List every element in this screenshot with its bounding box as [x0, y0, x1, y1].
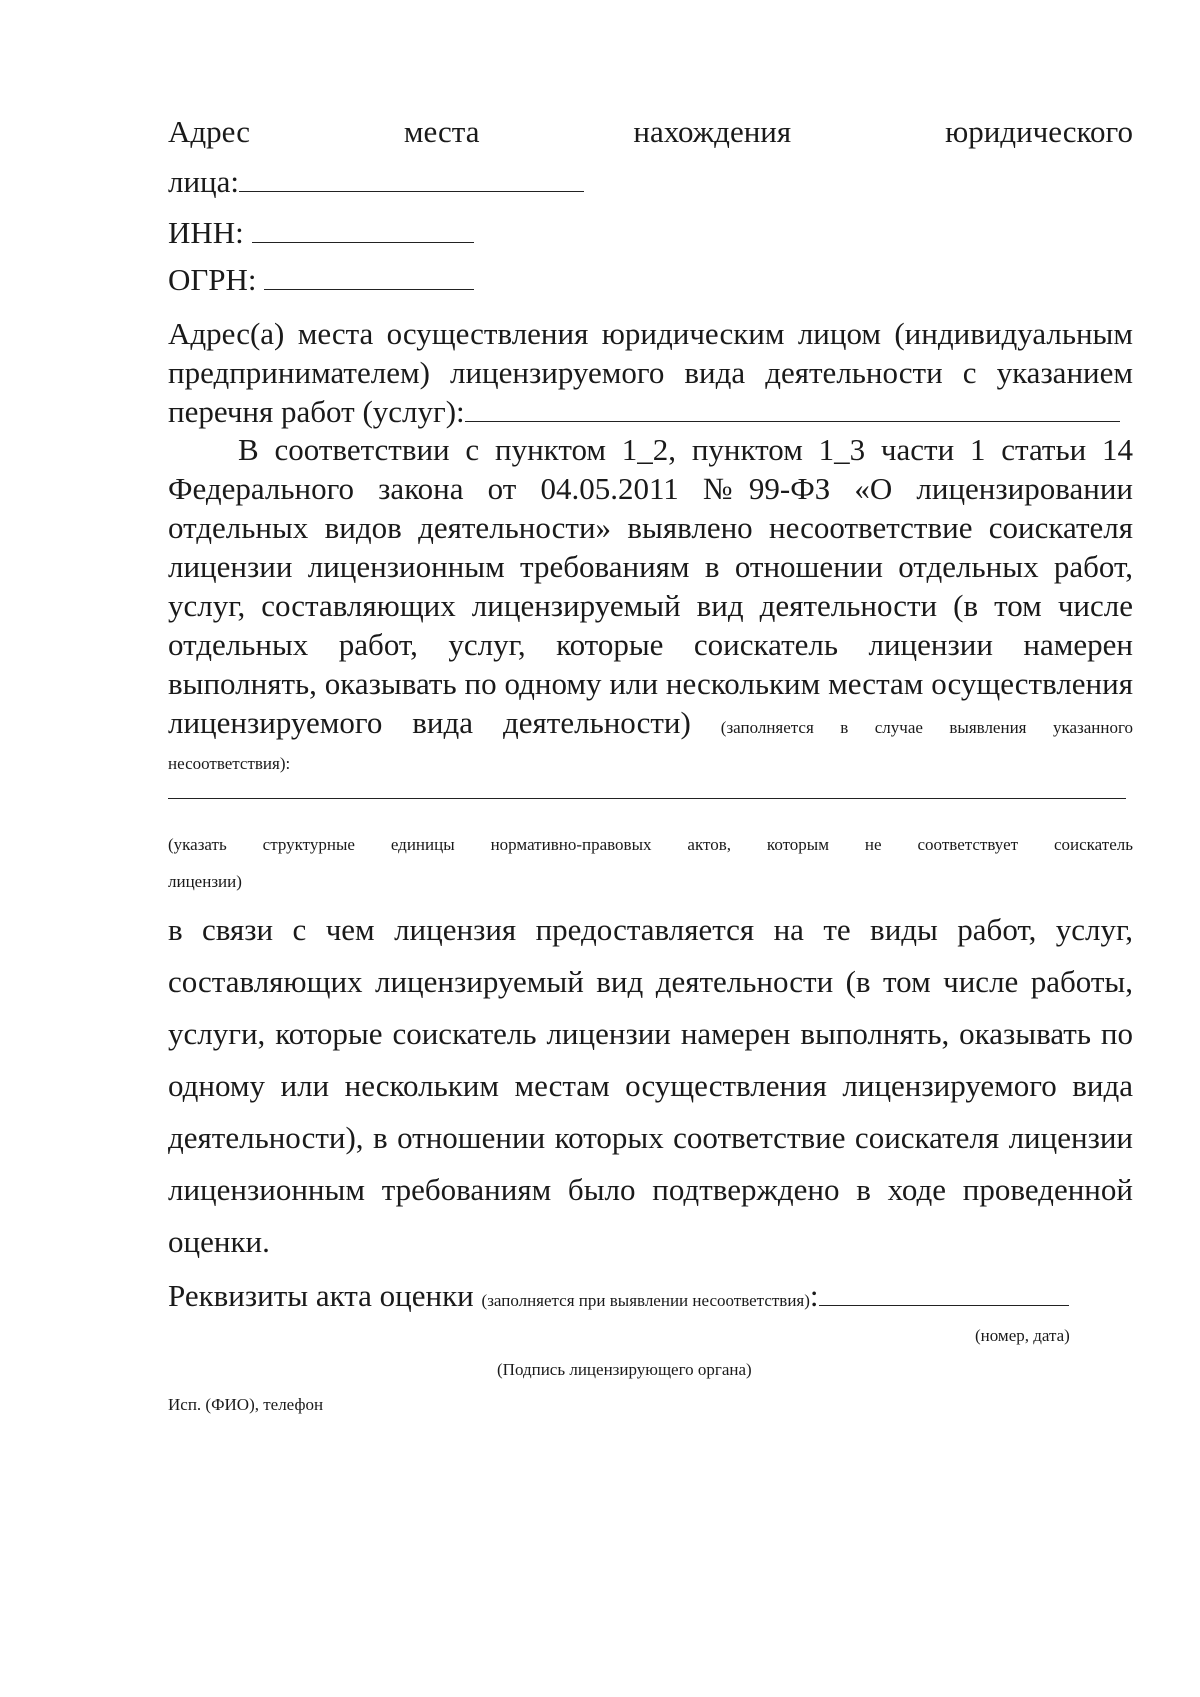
nonconformity-line7: выполнять, оказывать по одному или нескольким местам осуществления	[168, 666, 1133, 701]
inn-label: ИНН:	[168, 215, 244, 250]
activity-address-blank-field[interactable]	[465, 420, 1120, 422]
activity-address-block	[168, 314, 1133, 431]
acts-note-line2: лицензии)	[168, 872, 242, 891]
license-granted-line7: оценки.	[168, 1224, 270, 1259]
nonconformity-block	[168, 430, 1133, 781]
activity-address-line1: Адрес(а) места осуществления юридическим лицом (индивидуальным	[168, 316, 1133, 351]
nonconformity-line8-main: лицензируемого вида деятельности)	[168, 705, 691, 740]
ogrn-label: ОГРН:	[168, 262, 257, 297]
nonconformity-line3: отдельных видов деятельности» выявлено несоответствие соискателя	[168, 510, 1133, 545]
address-word-3: нахождения	[633, 114, 792, 149]
activity-address-line2: предпринимателем) лицензируемого вида деятельности с указанием	[168, 355, 1133, 390]
assessment-act-label: Реквизиты акта оценки	[168, 1278, 474, 1313]
ogrn-blank-field[interactable]	[264, 288, 474, 290]
nonconformity-line4: лицензии лицензионным требованиям в отношении отдельных работ,	[168, 549, 1133, 584]
activity-address-line3: перечня работ (услуг):	[168, 394, 465, 429]
assessment-act-note: (заполняется при выявлении несоответствия)	[481, 1291, 810, 1310]
address-label-lica: лица:	[168, 164, 240, 199]
nonconformity-line5: услуг, составляющих лицензируемый вид деятельности (в том числе	[168, 588, 1133, 623]
assessment-act-caption: (номер, дата)	[975, 1326, 1070, 1345]
inn-blank-field[interactable]	[252, 241, 474, 243]
address-label-line2	[168, 162, 1133, 201]
nonconformity-line9: несоответствия):	[168, 754, 291, 773]
assessment-act-colon: :	[809, 1278, 819, 1313]
address-label-line1	[168, 112, 1133, 151]
acts-blank-field[interactable]	[168, 798, 1126, 799]
license-granted-line2: составляющих лицензируемый вид деятельности (в том числе работы,	[168, 964, 1133, 999]
nonconformity-line8-note: (заполняется в случае выявления указанного	[720, 718, 1134, 737]
nonconformity-line1: В соответствии с пунктом 1_2, пунктом 1_3 части 1 статьи 14	[238, 432, 1133, 467]
nonconformity-line8	[168, 703, 1133, 747]
address-word-4: юридического	[945, 114, 1133, 149]
address-blank-field[interactable]	[239, 190, 584, 192]
license-granted-line5: деятельности), в отношении которых соответствие соискателя лицензии	[168, 1120, 1133, 1155]
acts-note-block	[168, 826, 1133, 900]
inn-row	[168, 213, 1133, 252]
nonconformity-line6: отдельных работ, услуг, которые соискатель лицензии намерен	[168, 627, 1133, 662]
license-granted-line1: в связи с чем лицензия предоставляется на те виды работ, услуг,	[168, 912, 1133, 947]
address-word-2: места	[403, 114, 480, 149]
license-granted-line4: одному или нескольким местам осуществления лицензируемого вида	[168, 1068, 1133, 1103]
license-granted-line3: услуги, которые соискатель лицензии намерен выполнять, оказывать по	[168, 1016, 1133, 1051]
acts-note-line1: (указать структурные единицы нормативно-правовых актов, которым не соответствует соискатель	[168, 835, 1133, 854]
nonconformity-line2: Федерального закона от 04.05.2011 №99-ФЗ «О лицензировании	[168, 471, 1133, 506]
address-word-1: Адрес	[168, 114, 250, 149]
license-granted-block	[168, 904, 1133, 1268]
executor-label: Исп. (ФИО), телефон	[168, 1395, 324, 1414]
activity-address-line3-row	[168, 392, 1133, 431]
assessment-act-row	[168, 1276, 1133, 1320]
assessment-act-blank-field[interactable]	[819, 1304, 1069, 1306]
ogrn-row	[168, 260, 1133, 299]
signature-caption: (Подпись лицензирующего органа)	[497, 1360, 752, 1379]
license-granted-line6: лицензионным требованиям было подтверждено в ходе проведенной	[168, 1172, 1133, 1207]
